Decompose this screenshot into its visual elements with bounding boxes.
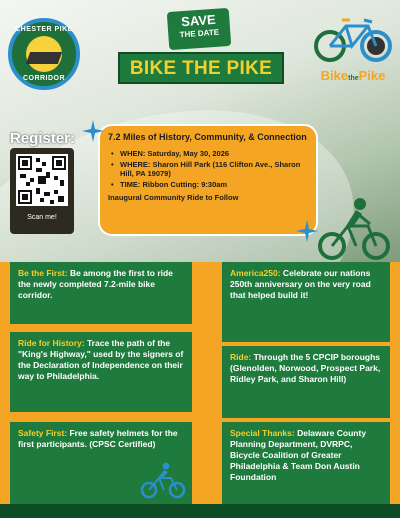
- event-details-list: [108, 149, 308, 189]
- card-ride-for-history-text: Trace the path of the "King's Highway," used by the signers of the Declaration of Independence on their way to Philadelphia.: [18, 338, 184, 381]
- logo-bottom-text: CORRIDOR: [22, 75, 66, 82]
- card-ride: [222, 346, 390, 418]
- save-the-date-badge: [167, 8, 231, 50]
- cyclist-icon: [140, 462, 186, 500]
- logo-road: [26, 52, 62, 64]
- card-america250-label: America250:: [230, 268, 281, 278]
- event-when: • WHEN: Saturday, May 30, 2026: [108, 149, 308, 158]
- event-info-footer: Inaugural Community Ride to Follow: [108, 193, 239, 202]
- event-where: • WHERE: Sharon Hill Park (116 Clifton Ave., Sharon Hill, PA 19079): [108, 160, 308, 178]
- bottom-strip: [0, 504, 400, 518]
- wordmark-bike: Bike: [320, 68, 349, 83]
- chester-pike-corridor-logo: [8, 18, 80, 90]
- register-label: Register:: [10, 130, 76, 147]
- card-be-the-first-label: Be the First:: [18, 268, 68, 278]
- the-date-text: THE DATE: [179, 27, 220, 40]
- logo-top-text: CHESTER PIKE: [15, 26, 73, 33]
- card-america250: [222, 262, 390, 342]
- wordmark-pike: Pike: [358, 68, 386, 83]
- card-safety-first-label: Safety First:: [18, 428, 68, 438]
- page-title: BIKE THE PIKE: [129, 58, 273, 79]
- card-ride-for-history-label: Ride for History:: [18, 338, 85, 348]
- save-text: SAVE: [180, 11, 217, 30]
- title-banner: [118, 52, 284, 84]
- bike-the-pike-wordmark: [312, 68, 394, 83]
- qr-code[interactable]: [16, 154, 68, 206]
- qr-caption: Scan me!: [27, 214, 57, 221]
- sparkle-icon: [82, 120, 104, 142]
- card-ride-label: Ride:: [230, 352, 252, 362]
- card-special-thanks: [222, 422, 390, 508]
- qr-code-icon: [16, 154, 68, 206]
- card-ride-text: Through the 5 CPCIP boroughs (Glenolden, Norwood, Prospect Park, Ridley Park, and Sharon Hill): [230, 352, 381, 384]
- bicycle-icon: [312, 12, 394, 68]
- qr-card[interactable]: [10, 148, 74, 234]
- card-ride-for-history: [10, 332, 192, 412]
- cyclist-silhouette-icon: [318, 196, 392, 262]
- event-info-box: [98, 124, 318, 236]
- wordmark-the: the: [348, 75, 359, 82]
- card-be-the-first: [10, 262, 192, 324]
- sparkle-icon: [296, 220, 318, 242]
- card-be-the-first-text: Be among the first to ride the newly completed 7.2-mile bike corridor.: [18, 268, 173, 300]
- card-special-thanks-text: Delaware County Planning Department, DVRPC, Bicycle Coalition of Greater Philadelphia & Team Don Austin Foundation: [230, 428, 367, 482]
- event-time: • TIME: Ribbon Cutting: 9:30am: [108, 180, 308, 189]
- card-safety-first-text: Free safety helmets for the first participants. (CPSC Certified): [18, 428, 178, 449]
- event-info-title: 7.2 Miles of History, Community, & Connection: [108, 132, 307, 142]
- card-special-thanks-label: Special Thanks:: [230, 428, 295, 438]
- card-america250-text: Celebrate our nations 250th anniversary on the very road that helped build it!: [230, 268, 371, 300]
- bike-the-pike-logo: [312, 12, 394, 92]
